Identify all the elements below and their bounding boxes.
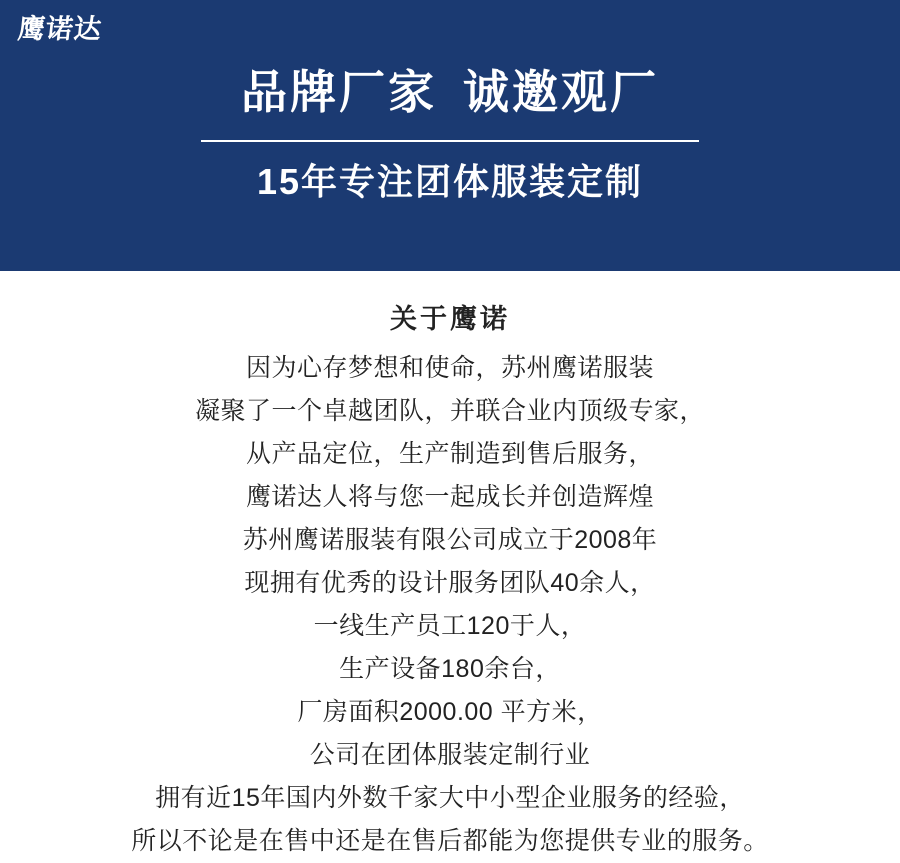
banner-content — [0, 0, 900, 271]
about-body — [0, 347, 900, 863]
about-line: 拥有近15年国内外数千家大中小型企业服务的经验， — [155, 784, 745, 812]
banner-title-part1: 品牌厂家 — [241, 66, 437, 118]
banner — [0, 0, 900, 271]
about-line: 因为心存梦想和使命，苏州鹰诺服装 — [245, 354, 654, 382]
about-line: 鹰诺达人将与您一起成长并创造辉煌 — [245, 483, 654, 511]
about-title: 关于鹰诺 — [390, 304, 510, 334]
about-line: 厂房面积2000.00 平方米， — [297, 698, 603, 726]
brand-logo-text: 鹰诺达 — [16, 14, 104, 44]
about-line: 苏州鹰诺服装有限公司成立于2008年 — [242, 526, 658, 554]
about-line: 所以不论是在售中还是在售后都能为您提供专业的服务。 — [131, 827, 769, 855]
banner-subtitle: 15年专注团体服装定制 — [256, 161, 644, 202]
banner-title-part2: 诚邀观厂 — [463, 66, 659, 118]
about-line: 公司在团体服装定制行业 — [309, 741, 591, 769]
about-line: 一线生产员工120于人， — [313, 612, 587, 640]
banner-divider — [201, 140, 699, 142]
about-line: 从产品定位，生产制造到售后服务， — [245, 440, 654, 468]
about-line: 生产设备180余台， — [339, 655, 561, 683]
banner-title — [241, 64, 659, 120]
about-line: 凝聚了一个卓越团队，并联合业内顶级专家， — [194, 397, 705, 425]
about-line: 现拥有优秀的设计服务团队40余人， — [244, 569, 656, 597]
about-section — [0, 271, 900, 863]
